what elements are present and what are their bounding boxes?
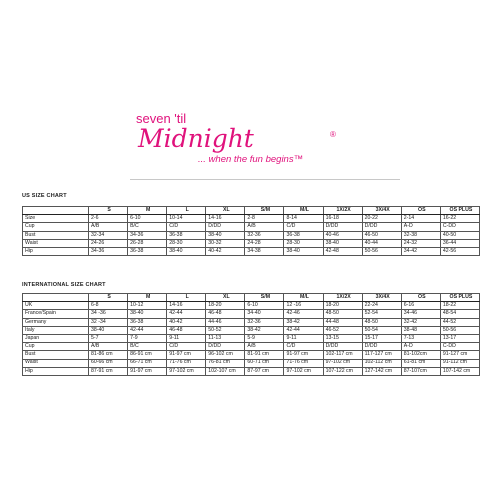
table-cell: 81-86 cm <box>89 351 128 359</box>
logo-line-1: seven 'til <box>136 111 187 126</box>
table-cell: 32-36 <box>245 231 284 239</box>
table-cell: 127-142 cm <box>362 367 401 375</box>
table-cell: 102-107 cm <box>206 367 245 375</box>
table-cell: 38-40 <box>167 247 206 255</box>
table-cell: 42-46 <box>284 310 323 318</box>
table-cell: 32-38 <box>401 231 440 239</box>
table-cell: 36-38 <box>128 318 167 326</box>
column-header: M/L <box>284 207 323 215</box>
table-cell: 34-36 <box>128 231 167 239</box>
table-cell: 40-44 <box>362 239 401 247</box>
column-header <box>23 294 89 302</box>
table-cell: C/D <box>167 343 206 351</box>
table-cell: 38-40 <box>128 310 167 318</box>
table-cell: 22-24 <box>362 302 401 310</box>
brand-logo <box>130 100 370 172</box>
table-cell: 76-81 cm <box>206 359 245 367</box>
table-cell: A-D <box>401 343 440 351</box>
table-row <box>23 310 480 318</box>
table-cell: 28-30 <box>167 239 206 247</box>
table-cell: 52-54 <box>362 310 401 318</box>
table-cell: 40-42 <box>206 247 245 255</box>
table-cell: 117-127 cm <box>362 351 401 359</box>
row-label: UK <box>23 302 89 310</box>
table-cell: 20-22 <box>362 215 401 223</box>
column-header: OS <box>401 207 440 215</box>
table-cell: 26-28 <box>128 239 167 247</box>
table-row <box>23 351 480 359</box>
table-cell: 36-44 <box>440 239 479 247</box>
table-row <box>23 343 480 351</box>
table-cell: 40-50 <box>440 231 479 239</box>
table-cell: 44-52 <box>440 318 479 326</box>
table-cell: 6-8 <box>89 302 128 310</box>
table-cell: D/DD <box>206 223 245 231</box>
table-cell: 48-50 <box>362 318 401 326</box>
table-cell: D/DD <box>323 223 362 231</box>
table-cell: 18-22 <box>440 302 479 310</box>
table-cell: 60-66 cm <box>89 359 128 367</box>
table-cell: 40-42 <box>167 318 206 326</box>
row-label: Waist <box>23 239 89 247</box>
column-header: M <box>128 294 167 302</box>
table-cell: 50-54 <box>362 326 401 334</box>
table-cell: 28-30 <box>284 239 323 247</box>
row-label: Germany <box>23 318 89 326</box>
table-cell: 6-16 <box>401 302 440 310</box>
column-header: L <box>167 207 206 215</box>
table-cell: 71-76 cm <box>167 359 206 367</box>
table-cell: 50-52 <box>206 326 245 334</box>
column-header: 3X/4X <box>362 207 401 215</box>
table-cell: 38-40 <box>284 247 323 255</box>
table-cell: 2-14 <box>401 215 440 223</box>
table-row <box>23 302 480 310</box>
row-label: Hip <box>23 247 89 255</box>
table-cell: 91-97 cm <box>128 367 167 375</box>
table-cell: 32-34 <box>89 231 128 239</box>
table-cell: 14-16 <box>167 302 206 310</box>
column-header: 3X/4X <box>362 294 401 302</box>
row-label: Waist <box>23 359 89 367</box>
international-size-table <box>22 293 480 376</box>
table-cell: 36-38 <box>128 247 167 255</box>
table-row <box>23 223 480 231</box>
column-header: XL <box>206 207 245 215</box>
column-header: L <box>167 294 206 302</box>
table-cell: 50-56 <box>362 247 401 255</box>
table-cell: 38-42 <box>245 326 284 334</box>
column-header: S <box>89 207 128 215</box>
table-cell: 102-112 cm <box>362 359 401 367</box>
row-label: Bust <box>23 351 89 359</box>
table-cell: 10-14 <box>167 215 206 223</box>
table-row <box>23 334 480 342</box>
table-cell: 38-40 <box>206 231 245 239</box>
table-header-row <box>23 294 480 302</box>
table-cell: 60-71 cm <box>245 359 284 367</box>
us-chart-title: US SIZE CHART <box>22 193 67 199</box>
table-cell: 24-32 <box>401 239 440 247</box>
table-cell: 97-102 cm <box>323 359 362 367</box>
table-cell: 42-44 <box>284 326 323 334</box>
table-cell: 13-17 <box>440 334 479 342</box>
table-cell: 18-20 <box>206 302 245 310</box>
table-cell: 97-102 cm <box>284 367 323 375</box>
table-cell: B/C <box>128 343 167 351</box>
row-label: Cup <box>23 223 89 231</box>
table-cell: 38-40 <box>89 326 128 334</box>
intl-chart-title: INTERNATIONAL SIZE CHART <box>22 282 106 288</box>
table-cell: 6-10 <box>245 302 284 310</box>
table-cell: 44-48 <box>323 318 362 326</box>
column-header <box>23 207 89 215</box>
us-size-table <box>22 206 480 256</box>
table-cell: 8-14 <box>284 215 323 223</box>
logo-tagline: ... when the fun begins™ <box>198 154 304 165</box>
table-cell: 38-40 <box>323 239 362 247</box>
table-cell: 91-97 cm <box>284 351 323 359</box>
table-cell: 107-122 cm <box>323 367 362 375</box>
table-cell: 42-56 <box>440 247 479 255</box>
table-cell: 38-48 <box>401 326 440 334</box>
divider-line <box>130 179 400 180</box>
table-cell: 81-91 cm <box>245 351 284 359</box>
table-cell: 48-54 <box>440 310 479 318</box>
table-cell: 102-117 cm <box>323 351 362 359</box>
table-cell: 16-22 <box>440 215 479 223</box>
table-cell: A/B <box>245 223 284 231</box>
table-cell: 36-38 <box>167 231 206 239</box>
table-cell: 30-32 <box>206 239 245 247</box>
table-cell: 97-102 cm <box>167 367 206 375</box>
logo-line-2: Midnight <box>138 124 254 153</box>
table-row <box>23 318 480 326</box>
table-cell: 46-48 <box>206 310 245 318</box>
column-header: S/M <box>245 294 284 302</box>
table-cell: 34-40 <box>245 310 284 318</box>
table-cell: 9-11 <box>284 334 323 342</box>
table-cell: D/DD <box>362 223 401 231</box>
table-row <box>23 326 480 334</box>
table-row <box>23 215 480 223</box>
table-cell: D/DD <box>323 343 362 351</box>
table-cell: 96-102 cm <box>206 351 245 359</box>
table-cell: 32-36 <box>245 318 284 326</box>
table-cell: C/D <box>284 343 323 351</box>
row-label: Bust <box>23 231 89 239</box>
table-cell: 34-42 <box>401 247 440 255</box>
registered-mark: ® <box>330 130 336 139</box>
table-cell: 34 -36 <box>89 310 128 318</box>
table-row <box>23 231 480 239</box>
table-cell: 7-13 <box>401 334 440 342</box>
table-cell: A/B <box>89 223 128 231</box>
table-cell: 2-6 <box>89 215 128 223</box>
table-cell: 66-71 cm <box>128 359 167 367</box>
table-row <box>23 367 480 375</box>
table-cell: 5-7 <box>89 334 128 342</box>
row-label: Japan <box>23 334 89 342</box>
table-cell: 36-38 <box>284 231 323 239</box>
table-cell: 16-18 <box>323 215 362 223</box>
table-cell: 61-81 cm <box>401 359 440 367</box>
table-cell: 6-10 <box>128 215 167 223</box>
row-label: Italy <box>23 326 89 334</box>
table-cell: 15-17 <box>362 334 401 342</box>
table-row <box>23 239 480 247</box>
row-label: Size <box>23 215 89 223</box>
table-cell: 40-46 <box>323 231 362 239</box>
table-cell: C-DD <box>440 343 479 351</box>
column-header: XL <box>206 294 245 302</box>
table-cell: 38-42 <box>284 318 323 326</box>
table-header-row <box>23 207 480 215</box>
table-cell: 87-107cm <box>401 367 440 375</box>
table-cell: 34-46 <box>401 310 440 318</box>
table-cell: 13-15 <box>323 334 362 342</box>
table-cell: 24-26 <box>89 239 128 247</box>
column-header: OS <box>401 294 440 302</box>
row-label: Hip <box>23 367 89 375</box>
table-cell: 42-44 <box>128 326 167 334</box>
table-cell: 34-36 <box>89 247 128 255</box>
table-cell: 46-48 <box>167 326 206 334</box>
row-label: Cup <box>23 343 89 351</box>
table-cell: A/B <box>245 343 284 351</box>
table-cell: 46-52 <box>323 326 362 334</box>
table-cell: 44-46 <box>206 318 245 326</box>
table-cell: 12 -16 <box>284 302 323 310</box>
table-cell: 86-91 cm <box>128 351 167 359</box>
table-cell: 50-56 <box>440 326 479 334</box>
table-cell: 46-50 <box>362 231 401 239</box>
column-header: OS PLUS <box>440 207 479 215</box>
table-cell: B/C <box>128 223 167 231</box>
table-cell: C/D <box>284 223 323 231</box>
table-cell: 71-76 cm <box>284 359 323 367</box>
table-cell: 11-13 <box>206 334 245 342</box>
table-cell: 91-97 cm <box>167 351 206 359</box>
column-header: 1X/2X <box>323 294 362 302</box>
table-cell: 34-38 <box>245 247 284 255</box>
table-cell: A-D <box>401 223 440 231</box>
table-cell: C/D <box>167 223 206 231</box>
column-header: OS PLUS <box>440 294 479 302</box>
table-cell: 18-20 <box>323 302 362 310</box>
column-header: M <box>128 207 167 215</box>
table-cell: 42-48 <box>323 247 362 255</box>
table-cell: 7-9 <box>128 334 167 342</box>
table-cell: 87-91 cm <box>89 367 128 375</box>
table-cell: 32 -34 <box>89 318 128 326</box>
table-cell: 87-97 cm <box>245 367 284 375</box>
table-cell: C-DD <box>440 223 479 231</box>
column-header: M/L <box>284 294 323 302</box>
table-cell: 107-142 cm <box>440 367 479 375</box>
table-row <box>23 359 480 367</box>
table-cell: 42-44 <box>167 310 206 318</box>
row-label: France/Spain <box>23 310 89 318</box>
column-header: S <box>89 294 128 302</box>
table-cell: 81-102cm <box>401 351 440 359</box>
table-cell: 24-28 <box>245 239 284 247</box>
table-cell: D/DD <box>362 343 401 351</box>
column-header: S/M <box>245 207 284 215</box>
table-cell: 32-42 <box>401 318 440 326</box>
table-cell: A/B <box>89 343 128 351</box>
table-row <box>23 247 480 255</box>
table-cell: 5-9 <box>245 334 284 342</box>
table-cell: 10-12 <box>128 302 167 310</box>
table-cell: 48-50 <box>323 310 362 318</box>
table-cell: 2-8 <box>245 215 284 223</box>
table-cell: D/DD <box>206 343 245 351</box>
table-cell: 14-16 <box>206 215 245 223</box>
column-header: 1X/2X <box>323 207 362 215</box>
table-cell: 9-11 <box>167 334 206 342</box>
table-cell: 91-112 cm <box>440 359 479 367</box>
table-cell: 91-127 cm <box>440 351 479 359</box>
